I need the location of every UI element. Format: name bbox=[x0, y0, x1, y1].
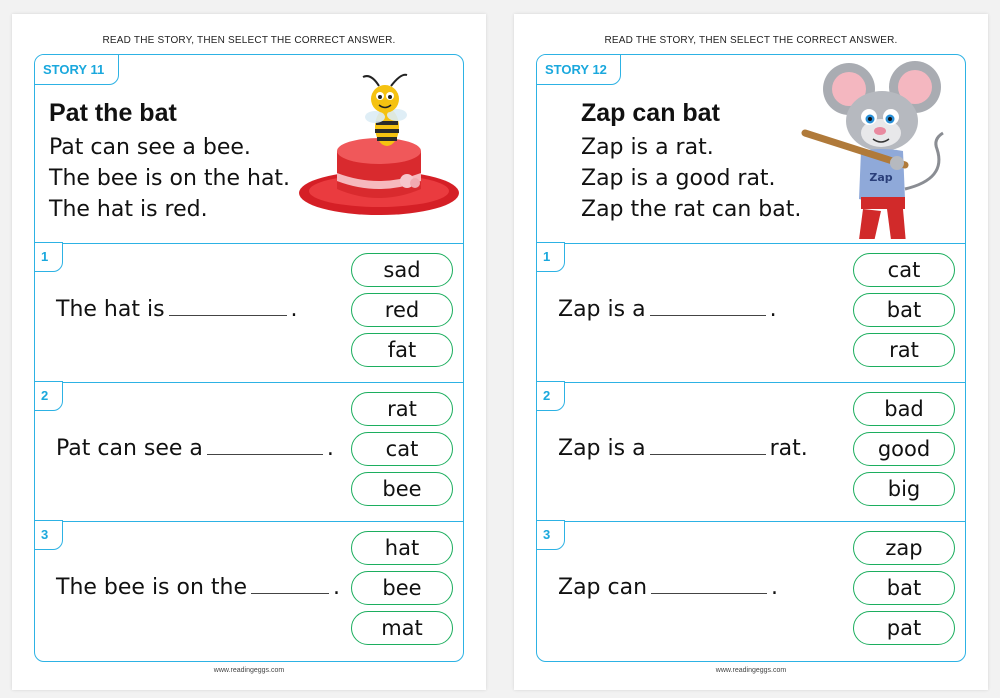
answer-option[interactable]: sad bbox=[351, 253, 453, 287]
question-3 bbox=[35, 522, 463, 660]
question-sentence bbox=[558, 575, 778, 600]
answer-blank[interactable] bbox=[169, 297, 287, 316]
answer-options bbox=[853, 253, 955, 373]
question-number: 3 bbox=[34, 520, 63, 550]
sentence-end: . bbox=[290, 297, 298, 322]
answer-option[interactable]: pat bbox=[853, 611, 955, 645]
story-line: Zap the rat can bat. bbox=[581, 197, 802, 222]
story-line: Pat can see a bee. bbox=[49, 135, 251, 160]
answer-options bbox=[351, 531, 453, 651]
story-title: Zap can bat bbox=[581, 99, 720, 127]
answer-option[interactable]: rat bbox=[351, 392, 453, 426]
question-sentence bbox=[56, 575, 340, 600]
sentence-start: Pat can see a bbox=[56, 436, 203, 461]
answer-blank[interactable] bbox=[251, 575, 329, 594]
footer-url[interactable]: www.readingeggs.com bbox=[715, 667, 787, 674]
question-2 bbox=[537, 383, 965, 522]
answer-option[interactable]: bat bbox=[853, 571, 955, 605]
answer-option[interactable]: bee bbox=[351, 571, 453, 605]
sentence-start: The bee is on the bbox=[56, 575, 248, 600]
answer-option[interactable]: fat bbox=[351, 333, 453, 367]
story-tag: STORY 12 bbox=[536, 54, 621, 85]
answer-option[interactable]: bat bbox=[853, 293, 955, 327]
answer-option[interactable]: cat bbox=[351, 432, 453, 466]
answer-blank[interactable] bbox=[207, 436, 323, 455]
worksheet-story-12 bbox=[514, 14, 988, 690]
answer-options bbox=[853, 392, 955, 512]
question-1 bbox=[537, 244, 965, 383]
answer-option[interactable]: hat bbox=[351, 531, 453, 565]
question-sentence bbox=[558, 436, 808, 461]
shirt-text: Zap bbox=[869, 171, 893, 184]
sentence-end: . bbox=[771, 575, 779, 600]
story-line: The bee is on the hat. bbox=[49, 166, 291, 191]
story-frame bbox=[536, 54, 966, 662]
story-line: Zap is a rat. bbox=[581, 135, 714, 160]
question-2 bbox=[35, 383, 463, 522]
answer-options bbox=[351, 392, 453, 512]
story-line: Zap is a good rat. bbox=[581, 166, 776, 191]
sentence-start: Zap is a bbox=[558, 297, 646, 322]
sentence-end: . bbox=[333, 575, 341, 600]
worksheet-story-11 bbox=[12, 14, 486, 690]
sentence-end: . bbox=[769, 297, 777, 322]
footer-url[interactable]: www.readingeggs.com bbox=[213, 667, 285, 674]
answer-blank[interactable] bbox=[650, 436, 766, 455]
question-sentence bbox=[56, 436, 334, 461]
sentence-start: Zap is a bbox=[558, 436, 646, 461]
answer-options bbox=[351, 253, 453, 373]
story-tag: STORY 11 bbox=[34, 54, 119, 85]
question-number: 1 bbox=[34, 242, 63, 272]
answer-option[interactable]: rat bbox=[853, 333, 955, 367]
answer-option[interactable]: bad bbox=[853, 392, 955, 426]
story-frame bbox=[34, 54, 464, 662]
answer-option[interactable]: cat bbox=[853, 253, 955, 287]
question-sentence bbox=[56, 297, 298, 322]
question-number: 2 bbox=[34, 381, 63, 411]
bee-on-hat-illustration bbox=[297, 65, 461, 217]
question-1 bbox=[35, 244, 463, 383]
story-section bbox=[35, 55, 463, 244]
answer-option[interactable]: good bbox=[853, 432, 955, 466]
answer-options bbox=[853, 531, 955, 651]
question-3 bbox=[537, 522, 965, 660]
instruction: READ THE STORY, THEN SELECT THE CORRECT ANSWER. bbox=[604, 35, 898, 46]
answer-option[interactable]: bee bbox=[351, 472, 453, 506]
answer-option[interactable]: red bbox=[351, 293, 453, 327]
answer-option[interactable]: mat bbox=[351, 611, 453, 645]
story-line: The hat is red. bbox=[49, 197, 208, 222]
sentence-end: rat. bbox=[769, 436, 808, 461]
rat-with-bat-illustration bbox=[787, 59, 955, 239]
question-number: 1 bbox=[536, 242, 565, 272]
answer-option[interactable]: big bbox=[853, 472, 955, 506]
sentence-start: The hat is bbox=[56, 297, 165, 322]
story-section bbox=[537, 55, 965, 244]
instruction: READ THE STORY, THEN SELECT THE CORRECT ANSWER. bbox=[102, 35, 396, 46]
question-sentence bbox=[558, 297, 777, 322]
sentence-start: Zap can bbox=[558, 575, 648, 600]
answer-blank[interactable] bbox=[650, 297, 766, 316]
question-number: 2 bbox=[536, 381, 565, 411]
story-title: Pat the bat bbox=[49, 99, 177, 127]
answer-blank[interactable] bbox=[651, 575, 767, 594]
question-number: 3 bbox=[536, 520, 565, 550]
answer-option[interactable]: zap bbox=[853, 531, 955, 565]
sentence-end: . bbox=[326, 436, 334, 461]
